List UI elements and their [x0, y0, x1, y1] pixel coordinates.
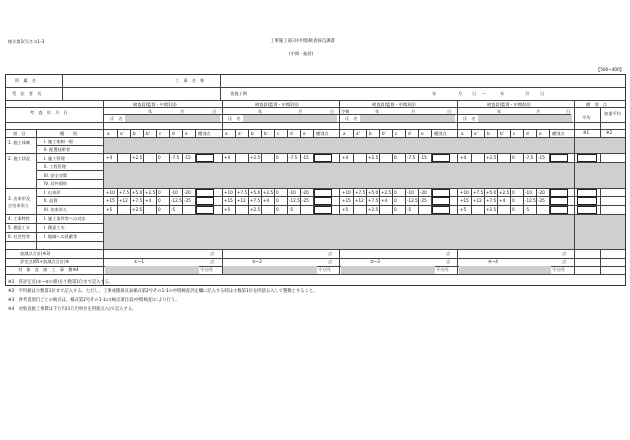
- contractor-label: 受 注 者 名: [12, 91, 42, 96]
- score-cell: +4: [499, 198, 506, 203]
- unit-ten: 点: [210, 259, 215, 264]
- score-cell: 0: [276, 190, 279, 195]
- score-cell: +4: [263, 198, 270, 203]
- sum-label: 加減点合計(※3): [20, 251, 51, 256]
- col-header-4-8: 種別点: [552, 131, 565, 136]
- score-cell: +2.5: [132, 155, 143, 160]
- target-cost-cell: [105, 266, 199, 274]
- note-2: ※2 平均値は小数第1位まで記入する。ただし、工事成績採点表様式第2号その1-1の中間検査評定欄に記入する時は小数第1位を四捨五入して整数とすること。: [8, 289, 318, 294]
- score-input-box[interactable]: [432, 189, 450, 197]
- period-tilde: ～: [482, 91, 487, 96]
- col-header-2-2: a': [238, 131, 242, 136]
- inspector-1-label: 検査員(監督・中間1回): [133, 102, 177, 107]
- item-2-kind-2: II. 工程管理: [44, 164, 66, 169]
- score-input-box[interactable]: [432, 206, 450, 214]
- score-cell: +4: [381, 198, 388, 203]
- score-cell: -25: [184, 198, 191, 203]
- target-label: 対 象 直 接 工 事 費※4: [18, 267, 79, 272]
- period-year: 年: [432, 91, 437, 96]
- score-cell: 0: [394, 190, 397, 195]
- col-header-2-4: b': [264, 131, 268, 136]
- eval-label: 評定点(65+加減点合計)※: [20, 259, 70, 264]
- score-input-box[interactable]: [196, 197, 214, 205]
- score-cell: +10: [224, 190, 233, 195]
- score-cell: -20: [538, 190, 545, 195]
- score-cell: -7.5: [407, 155, 416, 160]
- score-cell: -10: [289, 190, 296, 195]
- page-title: 工事施工部分(中間)検査採点調書: [270, 39, 335, 44]
- unit-ten: 点: [210, 251, 215, 256]
- item-2-kind-4: IV. 対外関係: [44, 181, 67, 186]
- score-input-box[interactable]: [550, 154, 568, 162]
- inspector-3-label: 検査員(監督・中間3回): [372, 102, 416, 107]
- col-header-4-5: c: [513, 131, 516, 136]
- unit-ten: 点: [446, 259, 451, 264]
- eval-mark-2: ②~2: [252, 259, 262, 264]
- unit-ten: 点: [328, 251, 333, 256]
- score-cell: -7.5: [525, 155, 534, 160]
- score-cell: -25: [302, 198, 309, 203]
- score-cell: +12: [237, 198, 246, 203]
- score-cell: -5: [289, 207, 294, 212]
- score-cell: -20: [302, 190, 309, 195]
- item-2-label: 2. 施工状況: [8, 156, 31, 161]
- item-1-kind-2: II. 配置技術者: [44, 147, 71, 152]
- score-input-box[interactable]: [550, 189, 568, 197]
- eval-mark-3: ③~3: [370, 259, 380, 264]
- score-cell: +2.5: [381, 190, 392, 195]
- score-cell: +7.5: [250, 198, 261, 203]
- col-header-3-6: d: [408, 131, 411, 136]
- right-header-title: 種 別 点: [586, 102, 607, 107]
- work-period-label: 実施工期: [230, 91, 247, 96]
- item-5-kind-1: I. 創意工夫: [44, 225, 65, 230]
- insp3-day: 日: [447, 109, 452, 114]
- score-cell: -5: [407, 207, 412, 212]
- insp1-year: 年: [148, 109, 153, 114]
- item-6-label: 6. 社会性等: [8, 234, 31, 239]
- score-cell: +5.0: [486, 190, 497, 195]
- col-header-3-1: a: [343, 131, 346, 136]
- score-cell: +5: [342, 207, 349, 212]
- score-cell: -5: [525, 207, 530, 212]
- col-header-2-8: 種別点: [316, 131, 329, 136]
- score-cell: +5: [224, 207, 231, 212]
- score-cell: -15: [538, 155, 545, 160]
- col-header-1-6: d: [172, 131, 175, 136]
- score-cell: +2.5: [250, 155, 261, 160]
- avg-input-box[interactable]: [577, 189, 597, 197]
- insp2-name-label: 氏 名: [228, 116, 241, 121]
- score-cell: +5.0: [132, 190, 143, 195]
- eval-mark-1: ①~1: [134, 259, 144, 264]
- item-3-kind-3: III. 出来栄え: [44, 207, 68, 212]
- score-cell: 0: [512, 155, 515, 160]
- score-cell: +5: [106, 207, 113, 212]
- score-input-box[interactable]: [550, 197, 568, 205]
- score-cell: +10: [106, 190, 115, 195]
- score-input-box[interactable]: [314, 206, 332, 214]
- score-cell: +5: [460, 207, 467, 212]
- insp3-era: 令和: [341, 109, 350, 114]
- score-cell: +12: [355, 198, 364, 203]
- eval-mark-4: ④~4: [488, 259, 498, 264]
- score-input-box[interactable]: [196, 206, 214, 214]
- period-day2: 日: [540, 91, 545, 96]
- score-cell: +10: [460, 190, 469, 195]
- score-cell: +2.5: [499, 190, 510, 195]
- unit-yen: 千万円: [436, 267, 449, 272]
- note-3: ※3 各考査項目ごとの検点は、様式第2号その1-1の(検点項目表)中間検査)により行う。: [8, 298, 180, 303]
- score-cell: +12: [473, 198, 482, 203]
- item-col-header: 項 目: [13, 131, 26, 136]
- col-header-1-7: e: [185, 131, 188, 136]
- insp3-name-label: 氏 名: [345, 116, 358, 121]
- score-cell: +7.5: [473, 190, 484, 195]
- score-cell: 0: [394, 198, 397, 203]
- note-4: ※4 対象直接工事費は千万円(1万円単位を四捨五入)で記入する。: [8, 307, 137, 312]
- score-input-box[interactable]: [432, 197, 450, 205]
- item-4-label: 4. 工事特性: [8, 216, 31, 221]
- insp4-name-label: 氏 名: [463, 116, 476, 121]
- item-2-kind-3: III. 安全対策: [44, 173, 68, 178]
- score-cell: 0: [276, 155, 279, 160]
- score-cell: 0: [276, 198, 279, 203]
- score-cell: -5: [171, 207, 176, 212]
- insp2-month: 月: [298, 109, 303, 114]
- score-cell: 0: [158, 190, 161, 195]
- score-input-box[interactable]: [196, 189, 214, 197]
- score-cell: +15: [224, 198, 233, 203]
- unit-ten: 点: [562, 251, 567, 256]
- score-cell: -25: [420, 198, 427, 203]
- score-cell: +4: [224, 155, 231, 160]
- col-header-2-1: a: [225, 131, 228, 136]
- score-input-box[interactable]: [314, 189, 332, 197]
- unit-yen: 千万円: [200, 267, 213, 272]
- avg-input-box[interactable]: [577, 154, 597, 162]
- score-cell: +15: [106, 198, 115, 203]
- inspector-4-label: 検査員(監督・中間4回): [487, 102, 531, 107]
- insp4-day: 日: [566, 109, 571, 114]
- unit-yen: 千万円: [318, 267, 331, 272]
- period-month2: 月: [525, 91, 530, 96]
- item-1-label: 1. 施工体制: [8, 140, 31, 145]
- col-header-1-3: b: [133, 131, 136, 136]
- unit-yen: 千万円: [552, 267, 565, 272]
- weighted-label: 加重平均: [604, 111, 621, 116]
- score-cell: -15: [420, 155, 427, 160]
- unit-ten: 点: [328, 259, 333, 264]
- score-cell: +10: [342, 190, 351, 195]
- item-3-kind-1: I. 出来形: [44, 190, 61, 195]
- score-cell: +2.5: [368, 155, 379, 160]
- col-header-4-4: b': [500, 131, 504, 136]
- note-1: ※1 各評定点(①~⑤の値)を小数第1位まで記入する。: [8, 280, 114, 285]
- target-cost-cell: [341, 266, 435, 274]
- score-cell: +15: [460, 198, 469, 203]
- col-header-3-2: a': [356, 131, 360, 136]
- score-cell: +7.5: [132, 198, 143, 203]
- score-cell: 0: [158, 155, 161, 160]
- score-input-box[interactable]: [550, 206, 568, 214]
- score-cell: +7.5: [119, 190, 130, 195]
- insp1-month: 月: [180, 109, 185, 114]
- score-cell: +2.5: [486, 207, 497, 212]
- insp1-day: 日: [212, 109, 217, 114]
- score-cell: +2.5: [486, 155, 497, 160]
- form-code: 様式第1(号その1-3: [8, 39, 45, 44]
- item-3-kind-2: II. 品質: [44, 198, 58, 203]
- col-header-4-1: a: [461, 131, 464, 136]
- target-cost-cell: [223, 266, 317, 274]
- col-header-1-1: a: [107, 131, 110, 136]
- score-cell: +15: [342, 198, 351, 203]
- col-header-3-8: 種別点: [434, 131, 447, 136]
- insp4-month: 月: [536, 109, 541, 114]
- score-cell: -10: [407, 190, 414, 195]
- col-header-1-2: a': [120, 131, 124, 136]
- target-cost-cell: [459, 266, 551, 274]
- score-cell: +2.5: [145, 190, 156, 195]
- item-1-kind-1: I. 施工体制一般: [44, 139, 74, 144]
- score-input-box[interactable]: [314, 154, 332, 162]
- score-cell: +4: [145, 198, 152, 203]
- score-cell: +12: [119, 198, 128, 203]
- unit-ten: 点: [446, 251, 451, 256]
- score-cell: 0: [394, 207, 397, 212]
- score-cell: 0: [276, 207, 279, 212]
- col-header-4-3: b: [487, 131, 490, 136]
- item-5-label: 5. 創意工夫: [8, 225, 31, 230]
- score-cell: 0: [512, 207, 515, 212]
- score-cell: +4: [106, 155, 113, 160]
- score-cell: -7.5: [289, 155, 298, 160]
- score-cell: -12.5: [289, 198, 300, 203]
- item-3-label: 3. 出来形及び出来栄え: [8, 196, 31, 208]
- score-cell: +7.5: [486, 198, 497, 203]
- col-header-2-5: c: [277, 131, 280, 136]
- score-cell: -7.5: [171, 155, 180, 160]
- score-cell: +2.5: [250, 207, 261, 212]
- score-cell: +7.5: [368, 198, 379, 203]
- period-month: 月: [458, 91, 463, 96]
- insp3-year: 年: [375, 109, 380, 114]
- insp1-name-label: 氏 名: [110, 116, 123, 121]
- score-cell: -15: [184, 155, 191, 160]
- col-header-3-3: b: [369, 131, 372, 136]
- col-header-3-4: b': [382, 131, 386, 136]
- col-header-1-5: c: [159, 131, 162, 136]
- col-header-2-6: d: [290, 131, 293, 136]
- score-cell: +7.5: [355, 190, 366, 195]
- score-cell: -20: [184, 190, 191, 195]
- page-subtitle: (中間・総括): [289, 51, 314, 56]
- score-cell: -25: [538, 198, 545, 203]
- score-cell: 0: [512, 190, 515, 195]
- avg-label: 平均: [582, 115, 591, 120]
- note2-mark: ※2: [606, 130, 613, 135]
- avg-input-box[interactable]: [577, 206, 597, 214]
- score-cell: +4: [342, 155, 349, 160]
- score-input-box[interactable]: [196, 154, 214, 162]
- score-cell: +2.5: [368, 207, 379, 212]
- insp2-day: 日: [330, 109, 335, 114]
- score-cell: +5.0: [368, 190, 379, 195]
- score-cell: +7.5: [237, 190, 248, 195]
- avg-input-box[interactable]: [577, 197, 597, 205]
- score-cell: -20: [420, 190, 427, 195]
- period-year2: 年: [500, 91, 505, 96]
- col-header-2-7: e: [303, 131, 306, 136]
- score-cell: 0: [158, 207, 161, 212]
- kind-col-header: 種 別: [60, 131, 77, 136]
- score-cell: -10: [171, 190, 178, 195]
- unit-ten: 点: [562, 259, 567, 264]
- score-cell: -12.5: [407, 198, 418, 203]
- insp2-year: 年: [258, 109, 263, 114]
- work-name-label: 工 事 名 称: [175, 78, 205, 83]
- score-cell: 0: [512, 198, 515, 203]
- score-cell: -12.5: [525, 198, 536, 203]
- score-cell: +4: [460, 155, 467, 160]
- note1-mark: ※1: [583, 130, 590, 135]
- corner-label: 【500~400】: [596, 67, 624, 72]
- score-input-box[interactable]: [432, 154, 450, 162]
- col-header-3-7: e: [421, 131, 424, 136]
- office-label: 所 属 名: [15, 78, 36, 83]
- insp3-month: 月: [411, 109, 416, 114]
- col-header-1-8: 種別点: [198, 131, 211, 136]
- period-day: 日: [472, 91, 477, 96]
- exam-date-label: 考 査 年 月 日: [30, 110, 68, 115]
- score-cell: -15: [302, 155, 309, 160]
- score-cell: 0: [394, 155, 397, 160]
- score-cell: +5.0: [250, 190, 261, 195]
- col-header-4-2: a': [474, 131, 478, 136]
- score-input-box[interactable]: [314, 197, 332, 205]
- inspector-2-label: 検査員(監督・中間2回): [255, 102, 299, 107]
- item-4-kind-1: I. 施工条件等への対応: [44, 216, 86, 221]
- item-2-kind-1: I. 施工管理: [44, 156, 65, 161]
- score-cell: 0: [158, 198, 161, 203]
- col-header-2-3: b: [251, 131, 254, 136]
- col-header-1-4: b': [146, 131, 150, 136]
- score-cell: +2.5: [263, 190, 274, 195]
- item-6-kind-1: I. 地域への貢献等: [44, 234, 78, 239]
- col-header-3-5: c: [395, 131, 398, 136]
- score-cell: -12.5: [171, 198, 182, 203]
- col-header-4-7: e: [539, 131, 542, 136]
- score-cell: -10: [525, 190, 532, 195]
- col-header-4-6: d: [526, 131, 529, 136]
- score-cell: +2.5: [132, 207, 143, 212]
- insp4-year: 年: [497, 109, 502, 114]
